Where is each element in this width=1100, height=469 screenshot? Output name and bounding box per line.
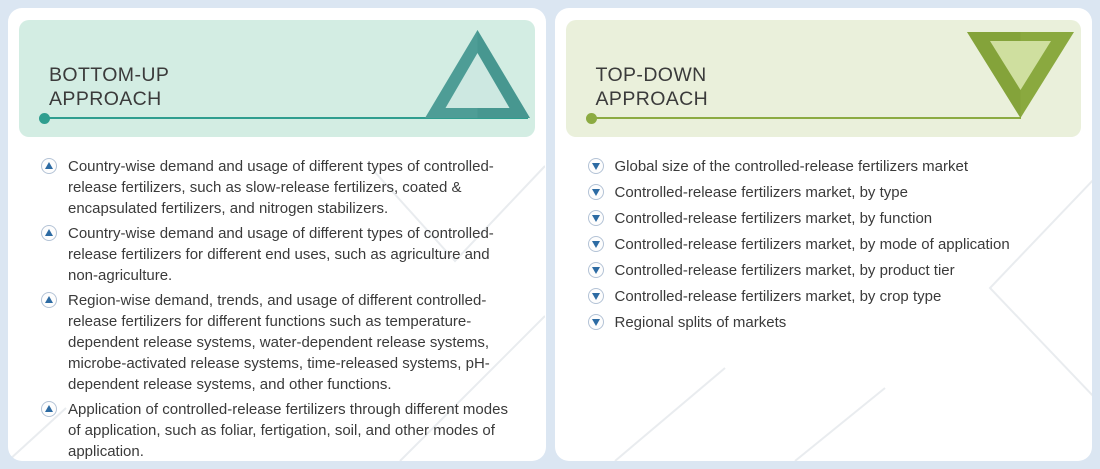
- accent-line-dot: [39, 113, 50, 124]
- down-triangle-circle-icon: [588, 288, 604, 304]
- list-item: [41, 399, 524, 461]
- up-triangle-circle-icon: [41, 225, 57, 241]
- list-item: [41, 290, 524, 395]
- down-triangle-circle-icon: [588, 158, 604, 174]
- list-item: [41, 156, 524, 219]
- top-down-panel: [555, 8, 1093, 461]
- list-item-text: Application of controlled-release fertilizers through different modes of application, such as foliar, fertigation, soil, and other modes of application.: [68, 401, 508, 460]
- top-down-list: [555, 156, 1071, 333]
- list-item: [588, 234, 1071, 255]
- list-item: [588, 182, 1071, 203]
- down-triangle-circle-icon: [588, 236, 604, 252]
- down-triangle-circle-icon: [588, 314, 604, 330]
- bottom-up-panel: [8, 8, 546, 461]
- list-item: [588, 156, 1071, 177]
- panel-title-line2: APPROACH: [49, 87, 162, 110]
- list-item: [41, 223, 524, 286]
- up-triangle-circle-icon: [41, 401, 57, 417]
- list-item: [588, 208, 1071, 229]
- list-item: [588, 312, 1071, 333]
- list-item-text: Regional splits of markets: [614, 314, 787, 331]
- down-triangle-circle-icon: [588, 262, 604, 278]
- accent-line-dot: [586, 113, 597, 124]
- down-triangle-circle-icon: [588, 210, 604, 226]
- list-item: [588, 286, 1071, 307]
- panel-title-line2: APPROACH: [595, 87, 709, 110]
- panel-title-line1: TOP-DOWN: [595, 63, 707, 86]
- list-item-text: Controlled-release fertilizers market, by product tier: [614, 262, 955, 279]
- list-item-text: Controlled-release fertilizers market, by mode of application: [614, 236, 1010, 253]
- list-item: [588, 260, 1071, 281]
- list-item-text: Country-wise demand and usage of different types of controlled-release fertilizers, such as slow-release fertilizers, coated & encapsulated fertilizers, and nitrogen stabilizers.: [68, 158, 494, 217]
- list-item-text: Controlled-release fertilizers market, by type: [614, 184, 908, 201]
- list-item-text: Controlled-release fertilizers market, by crop type: [614, 288, 942, 305]
- list-item-text: Controlled-release fertilizers market, by function: [614, 210, 933, 227]
- down-triangle-circle-icon: [588, 184, 604, 200]
- up-triangle-circle-icon: [41, 158, 57, 174]
- panel-title-line1: BOTTOM-UP: [49, 63, 170, 86]
- list-item-text: Country-wise demand and usage of different types of controlled-release fertilizers for different end uses, such as agriculture and non-agriculture.: [68, 225, 494, 284]
- up-triangle-circle-icon: [41, 292, 57, 308]
- top-down-header: [566, 20, 1082, 137]
- list-item-text: Region-wise demand, trends, and usage of different controlled-release fertilizers for different functions such as temperature-dependent release systems, water-dependent release systems, microbe-activated release systems, time-released systems, pH-dependent release systems, and other functions.: [68, 292, 490, 393]
- bottom-up-header: [19, 20, 535, 137]
- bottom-up-list: [8, 156, 524, 461]
- list-item-text: Global size of the controlled-release fertilizers market: [614, 158, 968, 175]
- up-triangle-icon: [425, 30, 530, 118]
- panel-title: [49, 63, 169, 111]
- down-triangle-icon: [967, 32, 1074, 118]
- accent-line: [588, 117, 1022, 119]
- panel-title: [596, 63, 709, 111]
